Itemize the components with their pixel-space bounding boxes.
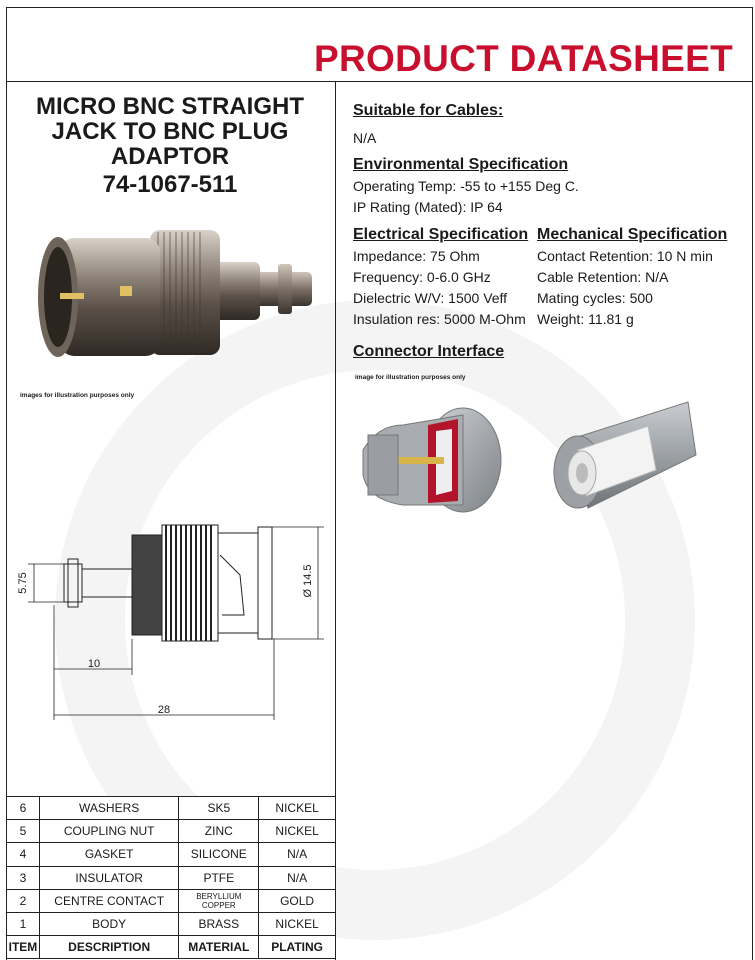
bom-description: COUPLING NUT bbox=[39, 820, 178, 843]
table-row bbox=[7, 843, 336, 866]
bom-material: SK5 bbox=[179, 797, 259, 820]
insulation: Insulation res: 5000 M-Ohm bbox=[353, 311, 526, 327]
table-header-row bbox=[7, 936, 336, 959]
bom-description: GASKET bbox=[39, 843, 178, 866]
bom-description: CENTRE CONTACT bbox=[39, 889, 178, 912]
bom-material: BERYLLIUM COPPER bbox=[179, 889, 259, 912]
bom-plating: N/A bbox=[259, 866, 336, 889]
contact-retention: Contact Retention: 10 N min bbox=[537, 248, 713, 264]
electrical-heading: Electrical Specification bbox=[353, 226, 529, 243]
bom-material: SILICONE bbox=[179, 843, 259, 866]
bom-material: BRASS bbox=[179, 912, 259, 935]
product-name bbox=[20, 94, 320, 169]
bom-plating: NICKEL bbox=[259, 820, 336, 843]
interface-image-jack bbox=[358, 405, 508, 525]
table-row bbox=[7, 820, 336, 843]
dim-length-short-label: 10 bbox=[87, 658, 101, 670]
weight: Weight: 11.81 g bbox=[537, 311, 634, 327]
bom-description: BODY bbox=[39, 912, 178, 935]
cables-value: N/A bbox=[353, 130, 377, 146]
dim-diameter-label: Ø 14.5 bbox=[302, 564, 314, 598]
bom-header-description: DESCRIPTION bbox=[39, 936, 178, 959]
page-title: PRODUCT DATASHEET bbox=[314, 38, 733, 79]
bom-item: 1 bbox=[7, 912, 40, 935]
image-disclaimer: images for illustration purposes only bbox=[20, 392, 135, 399]
product-image bbox=[30, 220, 330, 385]
bom-table bbox=[6, 796, 336, 959]
frequency: Frequency: 0-6.0 GHz bbox=[353, 269, 491, 285]
bom-item: 4 bbox=[7, 843, 40, 866]
header-divider bbox=[6, 81, 753, 82]
table-row bbox=[7, 889, 336, 912]
dim-height-label: 5.75 bbox=[17, 572, 29, 594]
dielectric: Dielectric W/V: 1500 Veff bbox=[353, 290, 508, 306]
part-number: 74-1067-511 bbox=[102, 171, 238, 198]
bom-item: 3 bbox=[7, 866, 40, 889]
mating-cycles: Mating cycles: 500 bbox=[537, 290, 653, 306]
product-name-line: ADAPTOR bbox=[110, 143, 230, 170]
bom-description: INSULATOR bbox=[39, 866, 178, 889]
bom-rows bbox=[7, 797, 336, 959]
bom-plating: NICKEL bbox=[259, 912, 336, 935]
cables-heading: Suitable for Cables: bbox=[353, 102, 504, 119]
bom-header-material: MATERIAL bbox=[179, 936, 259, 959]
bom-material: ZINC bbox=[179, 820, 259, 843]
technical-drawing bbox=[8, 515, 333, 725]
bom-material: PTFE bbox=[179, 866, 259, 889]
product-name-line: JACK TO BNC PLUG bbox=[51, 118, 289, 145]
bom-plating: GOLD bbox=[259, 889, 336, 912]
bom-plating: NICKEL bbox=[259, 797, 336, 820]
dim-length-total-label: 28 bbox=[157, 704, 171, 716]
interface-image-plug bbox=[548, 400, 698, 515]
table-row bbox=[7, 912, 336, 935]
cable-retention: Cable Retention: N/A bbox=[537, 269, 669, 285]
table-row bbox=[7, 797, 336, 820]
ip-rating: IP Rating (Mated): IP 64 bbox=[353, 199, 503, 215]
operating-temp: Operating Temp: -55 to +155 Deg C. bbox=[353, 178, 579, 194]
interface-image-disclaimer: image for illustration purposes only bbox=[355, 374, 466, 381]
product-name-line: MICRO BNC STRAIGHT bbox=[36, 93, 304, 120]
bom-item: 2 bbox=[7, 889, 40, 912]
bom-plating: N/A bbox=[259, 843, 336, 866]
interface-heading: Connector Interface bbox=[353, 343, 505, 360]
bom-item: 5 bbox=[7, 820, 40, 843]
environmental-heading: Environmental Specification bbox=[353, 156, 569, 173]
bom-description: WASHERS bbox=[39, 797, 178, 820]
bom-header-item: ITEM bbox=[7, 936, 40, 959]
impedance: Impedance: 75 Ohm bbox=[353, 248, 480, 264]
bom-header-plating: PLATING bbox=[259, 936, 336, 959]
mechanical-heading: Mechanical Specification bbox=[537, 226, 728, 243]
table-row bbox=[7, 866, 336, 889]
bom-item: 6 bbox=[7, 797, 40, 820]
